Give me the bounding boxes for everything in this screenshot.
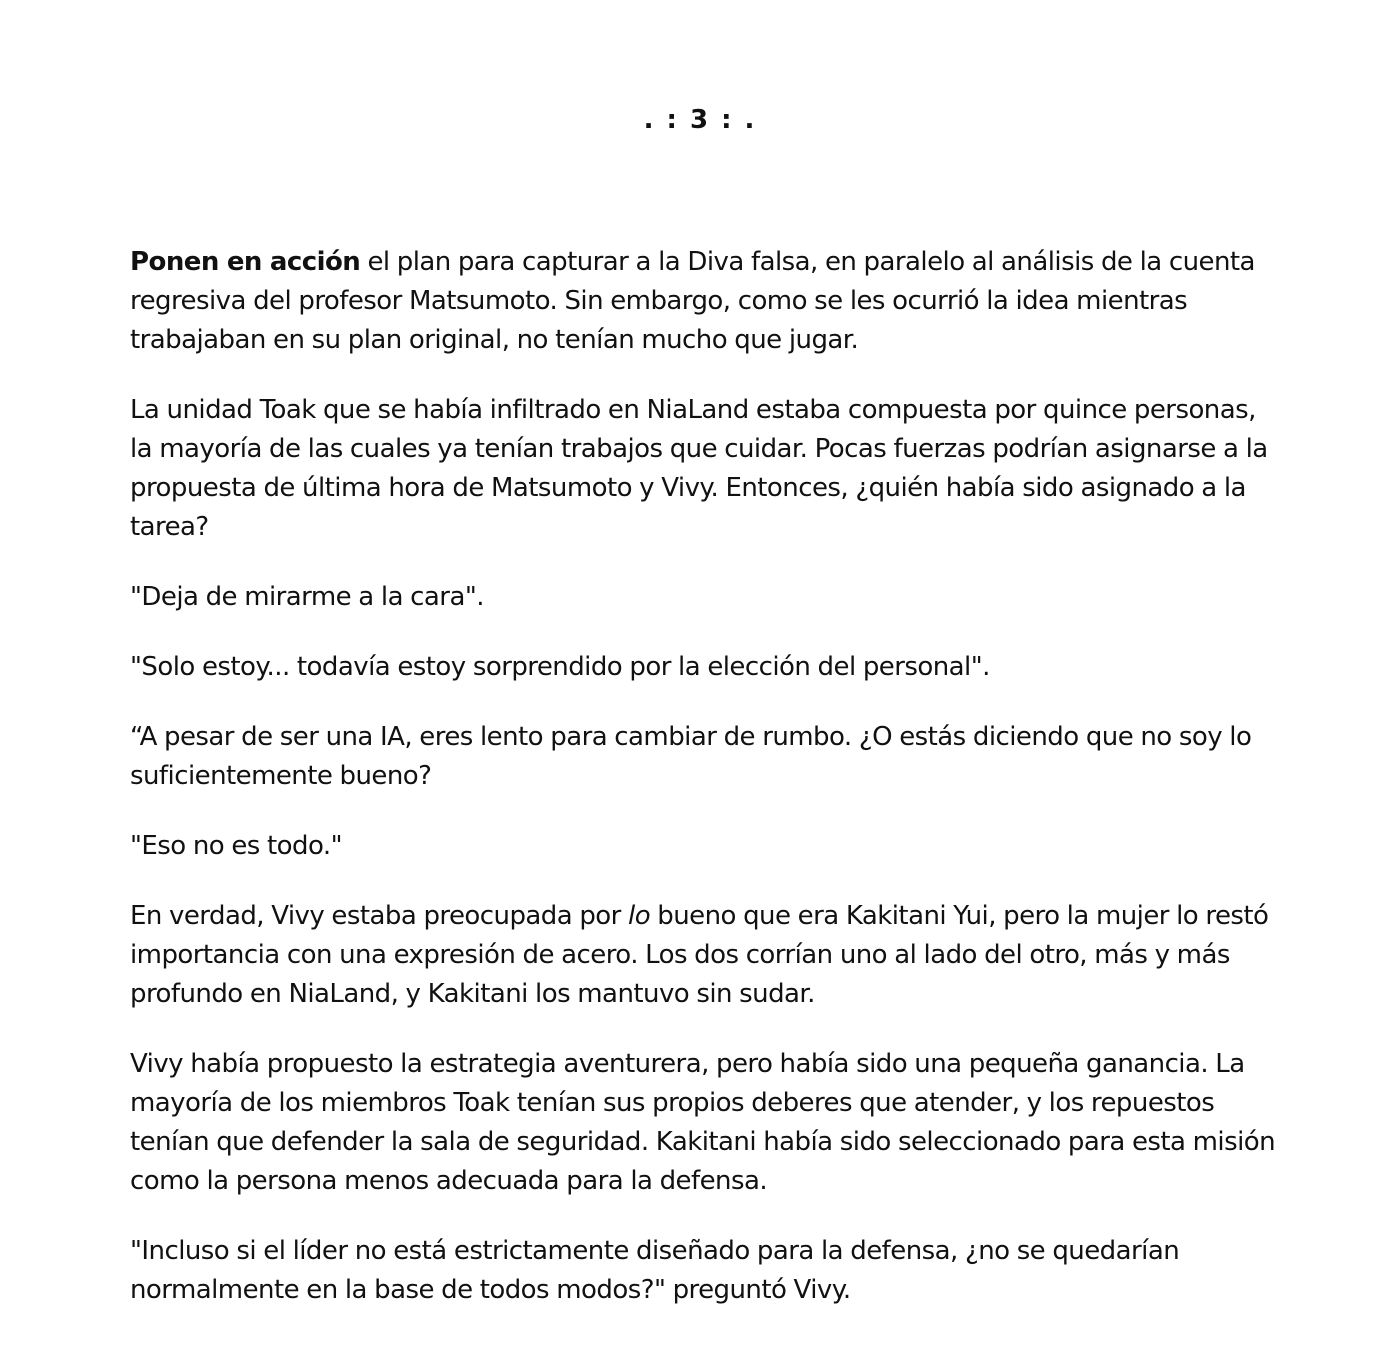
section-marker: . : 3 : . <box>643 105 757 135</box>
paragraph-text: el plan para capturar a la Diva falsa, en paralelo al análisis de la cuenta regresiva del profesor Matsumoto. Sin embargo, como se les ocurrió la idea mientras trabajaban en su plan original, no tenían mucho que jugar. <box>130 247 1255 355</box>
document-page <box>130 0 1290 1369</box>
paragraph-9: "Incluso si el líder no está estrictamente diseñado para la defensa, ¿no se quedarían normalmente en la base de todos modos?" preguntó Vivy. <box>130 1236 1180 1305</box>
paragraph-6: "Eso no es todo." <box>130 831 342 861</box>
paragraph-7 <box>130 897 1280 1014</box>
paragraph-4: "Solo estoy... todavía estoy sorprendido por la elección del personal". <box>130 652 990 682</box>
paragraph-text-before: En verdad, Vivy estaba preocupada por <box>130 901 629 931</box>
paragraph-5: “A pesar de ser una IA, eres lento para cambiar de rumbo. ¿O estás diciendo que no soy lo suficientemente bueno? <box>130 722 1252 791</box>
paragraph-text-after: bueno que era Kakitani Yui, pero la mujer lo restó importancia con una expresión de acero. Los dos corrían uno al lado del otro, más y más profundo en NiaLand, y Kakitani los mantuvo sin sudar. <box>130 901 1269 1009</box>
paragraph-1 <box>130 243 1280 360</box>
paragraph-8: Vivy había propuesto la estrategia aventurera, pero había sido una pequeña ganancia. La mayoría de los miembros Toak tenían sus propios deberes que atender, y los repuestos tenían que defender la sala de seguridad. Kakitani había sido seleccionado para esta misión como la persona menos adecuada para la defensa. <box>130 1049 1276 1196</box>
body-text <box>130 243 1280 1341</box>
paragraph-3: "Deja de mirarme a la cara". <box>130 582 484 612</box>
bold-lead: Ponen en acción <box>130 247 361 277</box>
italic-word: lo <box>628 901 651 931</box>
paragraph-2: La unidad Toak que se había infiltrado en NiaLand estaba compuesta por quince personas, la mayoría de las cuales ya tenían trabajos que cuidar. Pocas fuerzas podrían asignarse a la propuesta de última hora de Matsumoto y Vivy. Entonces, ¿quién había sido asignado a la tarea? <box>130 395 1268 542</box>
